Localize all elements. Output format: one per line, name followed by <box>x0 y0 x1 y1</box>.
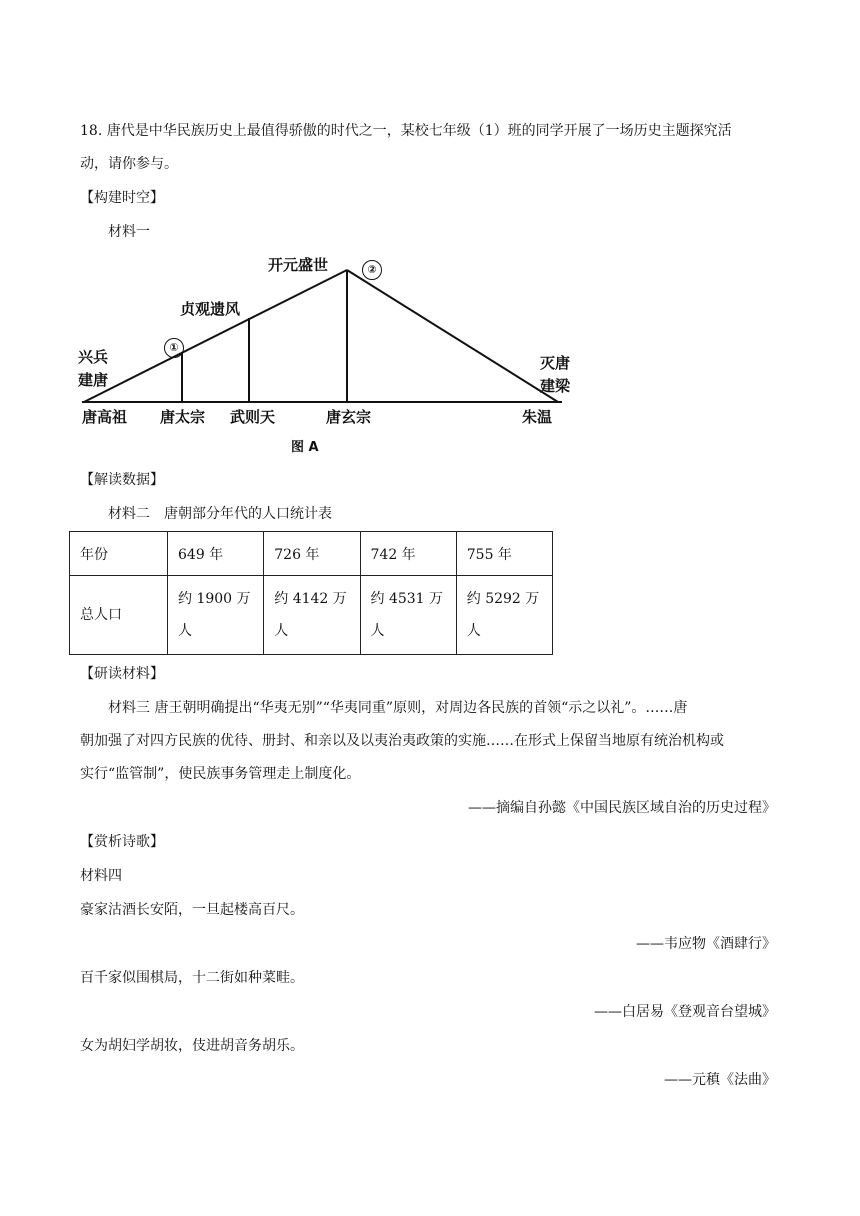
section-heading-data: 【解读数据】 <box>80 472 164 488</box>
section-heading-materials: 【研读材料】 <box>80 666 164 682</box>
figure-a-lines <box>72 250 592 460</box>
poem-line: 百千家似围棋局，十二街如种菜畦。 <box>80 970 304 986</box>
material-three-line2: 朝加强了对四方民族的优待、册封、和亲以及以夷治夷政策的实施……在形式上保留当地原有统治机构或 <box>80 733 724 749</box>
table-row-population <box>70 576 553 655</box>
axis-label-gaozu: 唐高祖 <box>82 408 128 426</box>
figure-a-diagram <box>72 250 592 460</box>
poem-source: ——元稹《法曲》 <box>664 1072 776 1088</box>
table-header-population: 总人口 <box>70 576 168 655</box>
material-four-label: 材料四 <box>80 868 122 884</box>
axis-label-wuzetian: 武则天 <box>230 408 276 426</box>
question-text-line1: 18. 唐代是中华民族历史上最值得骄傲的时代之一，某校七年级（1）班的同学开展了一场历史主题探究活 <box>80 123 732 139</box>
table-cell-population: 约 4142 万 人 <box>264 576 360 655</box>
section-heading-poems: 【赏析诗歌】 <box>80 834 164 850</box>
poem-line: 豪家沽酒长安陌，一旦起楼高百尺。 <box>80 902 304 918</box>
table-cell-population: 约 1900 万 人 <box>168 576 264 655</box>
label-miettang: 灭唐 <box>540 354 571 372</box>
axis-label-taizong: 唐太宗 <box>160 408 206 426</box>
table-cell-year: 755 年 <box>456 532 552 576</box>
material-three-source: ——摘编自孙懿《中国民族区域自治的历史过程》 <box>468 800 776 816</box>
table-cell-year: 726 年 <box>264 532 360 576</box>
poem-source: ——韦应物《酒肆行》 <box>636 936 776 952</box>
label-jiantang: 建唐 <box>78 371 109 389</box>
poem-source: ——白居易《登观音台望城》 <box>594 1004 776 1020</box>
section-heading-timeline: 【构建时空】 <box>80 190 164 206</box>
population-table <box>69 531 553 655</box>
table-cell-year: 742 年 <box>360 532 456 576</box>
material-one-label: 材料一 <box>108 224 150 240</box>
table-header-year: 年份 <box>70 532 168 576</box>
rising-line <box>84 270 347 402</box>
axis-label-xuanzong: 唐玄宗 <box>326 408 372 426</box>
figure-caption: 图 A <box>291 440 319 455</box>
poem-line: 女为胡妇学胡妆，伎进胡音务胡乐。 <box>80 1038 304 1054</box>
label-jianliang: 建梁 <box>540 377 571 395</box>
table-cell-population: 约 4531 万 人 <box>360 576 456 655</box>
label-xingbing: 兴兵 <box>78 348 109 366</box>
label-kaiyuan: 开元盛世 <box>268 256 329 274</box>
table-row-years <box>70 532 553 576</box>
material-three-line3: 实行“监管制”，使民族事务管理走上制度化。 <box>80 766 361 782</box>
table-cell-population: 约 5292 万 人 <box>456 576 552 655</box>
marker-one: ① <box>164 338 184 358</box>
label-zhenguan: 贞观遗风 <box>180 300 241 318</box>
material-two-title: 材料二 唐朝部分年代的人口统计表 <box>108 506 332 522</box>
marker-two: ② <box>362 260 382 280</box>
axis-label-zhuwen: 朱温 <box>522 408 553 426</box>
question-text-line2: 动，请你参与。 <box>80 156 178 172</box>
material-three-line1: 材料三 唐王朝明确提出“华夷无别”“华夷同重”原则，对周边各民族的首领“示之以礼”。……唐 <box>108 700 688 716</box>
table-cell-year: 649 年 <box>168 532 264 576</box>
falling-line <box>347 270 558 402</box>
